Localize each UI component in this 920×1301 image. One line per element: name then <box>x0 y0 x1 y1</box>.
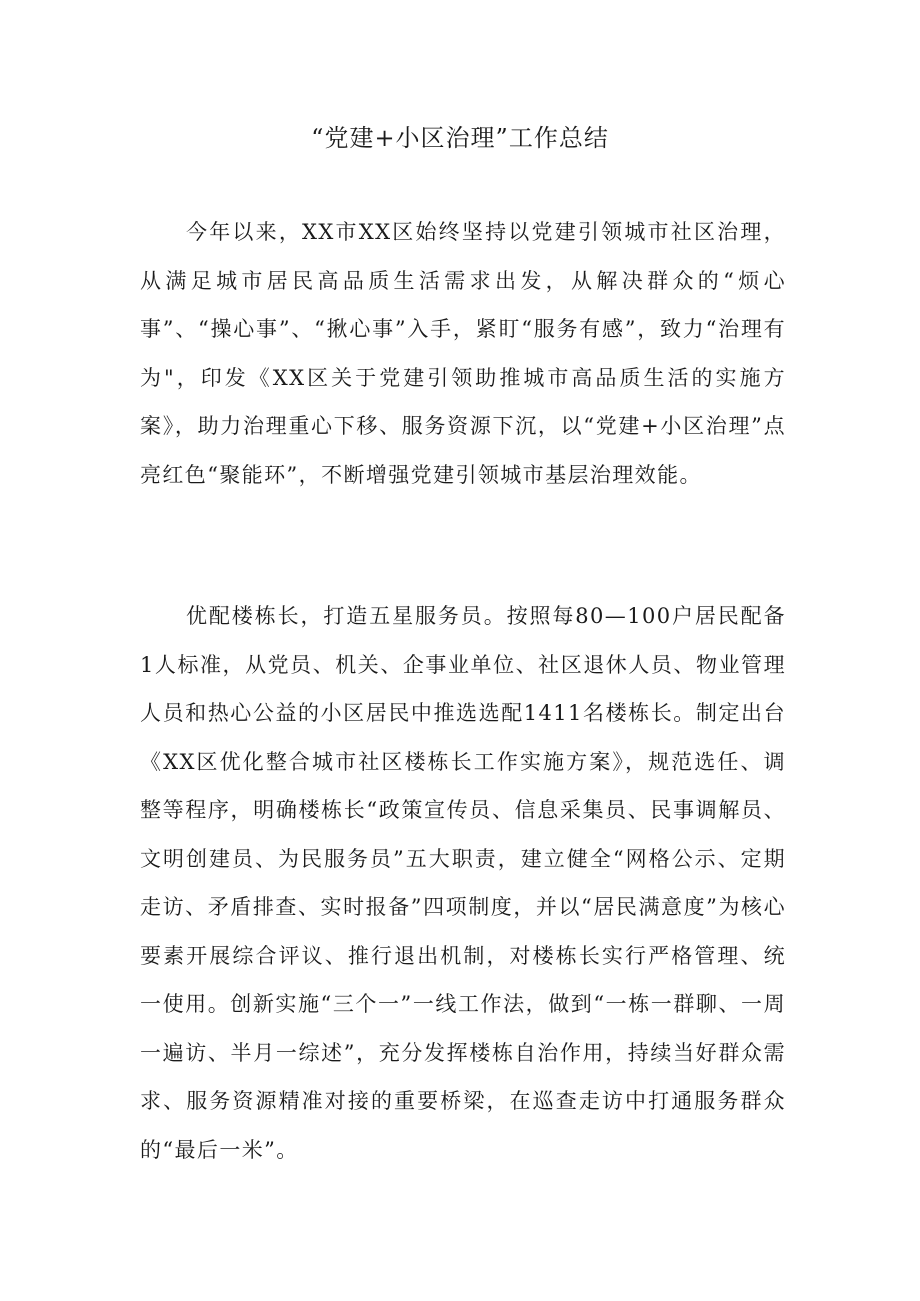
paragraph-building-leaders: 优配楼栋长，打造五星服务员。按照每80—100户居民配备1人标准，从党员、机关、企事业单位、社区退休人员、物业管理人员和热心公益的小区居民中推选选配1411名楼栋长。制定出台《XX区优化整合城市社区楼栋长工作实施方案》，规范选任、调整等程序，明确楼栋长“政策宣传员、信息采集员、民事调解员、文明创建员、为民服务员”五大职责，建立健全“网格公示、定期走访、矛盾排查、实时报备”四项制度，并以“居民满意度”为核心要素开展综合评议、推行退出机制，对楼栋长实行严格管理、统一使用。创新实施“三个一”一线工作法，做到“一栋一群聊、一周一遍访、半月一综述”，充分发挥楼栋自治作用，持续当好群众需求、服务资源精准对接的重要桥梁，在巡查走访中打通服务群众的“最后一米”。 <box>140 604 786 1162</box>
paragraph-intro: 今年以来，XX市XX区始终坚持以党建引领城市社区治理，从满足城市居民高品质生活需求出发，从解决群众的“烦心事”、“操心事”、“揪心事”入手，紧盯“服务有感”，致力“治理有为"，印发《XX区关于党建引领助推城市高品质生活的实施方案》，助力治理重心下移、服务资源下沉，以“党建+小区治理”点亮红色“聚能环”，不断增强党建引领城市基层治理效能。 <box>140 220 786 487</box>
document-title: “党建+小区治理”工作总结 <box>311 124 609 152</box>
